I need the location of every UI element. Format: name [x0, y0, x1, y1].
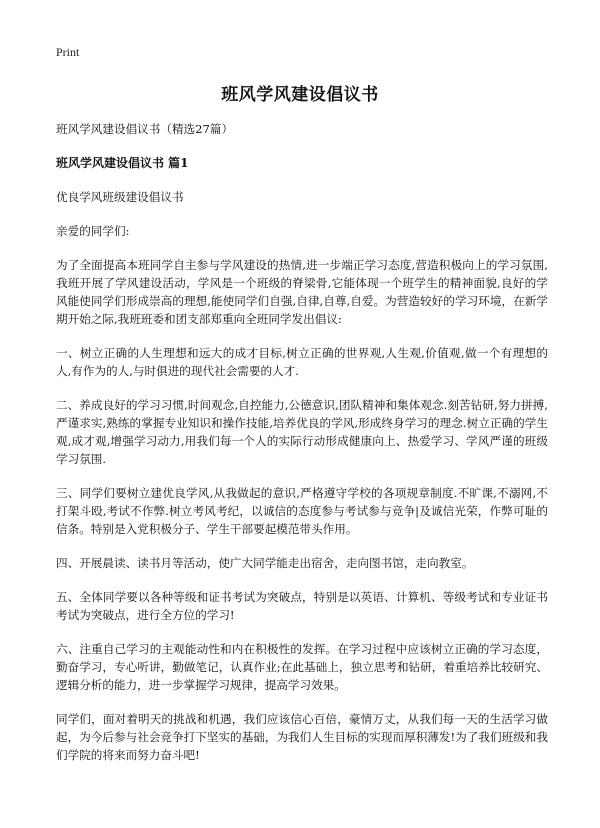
paragraph-3: 三、同学们要树立建优良学风,从我做起的意识,严格遵守学校的各项规章制度.不旷课,不溺网,不打架斗殴,考试不作弊.树立考风考纪，以诚信的态度参与考试参与竞争|及诚信光荣，作弊可耻的信条。特别是入党积极分子、学生干部要起模范带头作用。 [56, 486, 548, 536]
print-link[interactable]: Print [56, 45, 80, 59]
paragraph-1: 一、树立正确的人生理想和远大的成才目标,树立正确的世界观,人生观,价值观,做一个有理想的人,有作为的人,与时俱进的现代社会需要的人才. [56, 346, 548, 378]
section-subtitle: 优良学风班级建设倡议书 [56, 190, 184, 204]
paragraph-intro: 为了全面提高本班同学自主参与学风建设的热情,进一步端正学习态度,营造积极向上的学习氛围,我班开展了学风建设活动，学风是一个班级的脊梁骨,它能体现一个班学生的精神面貌,良好的学风能使同学们形成崇高的理想,能使同学们自强,自律,自尊,自爱。为营造较好的学习环境，在新学期开始之际,我班班委和团支部郑重向全班同学发出倡议: [56, 258, 548, 326]
paragraph-5: 五、全体同学要以各种等级和证书考试为突破点，特别是以英语、计算机、等级考试和专业证书考试为突破点，进行全方位的学习! [56, 590, 548, 622]
document-body [56, 120, 548, 780]
document-title: 班风学风建设倡议书 [221, 85, 379, 105]
section-heading: 班风学风建设倡议书 篇1 [56, 156, 189, 170]
paragraph-closing: 同学们，面对着明天的挑战和机遇，我们应该信心百倍，豪情万丈，从我们每一天的生活学习做起，为今后参与社会竞争打下坚实的基础，为我们人生目标的实现而厚积薄发!为了我们班级和我们学院的将来而努力奋斗吧! [56, 712, 548, 762]
paragraph-2: 二、养成良好的学习习惯,时间观念,自控能力,公德意识,团队精神和集体观念.刻苦钻研,努力拼搏,严谨求实,熟练的掌握专业知识和操作技能,培养优良的学风,形成终身学习的理念.树立正确的学生观,成才观,增强学习动力,用我们每一个人的实际行动形成健康向上、热爱学习、学风严谨的班级学习氛围. [56, 398, 548, 466]
paragraph-6: 六、注重自己学习的主观能动性和内在积极性的发挥。在学习过程中应该树立正确的学习态度，勤奋学习，专心听讲，勤做笔记，认真作业;在此基础上，独立思考和钻研，着重培养比较研究、逻辑分析的能力，进一步掌握学习规律，提高学习效果。 [56, 642, 548, 692]
paragraph-4: 四、开展晨读、读书月等活动，使广大同学能走出宿舍，走向图书馆，走向教室。 [56, 556, 474, 570]
greeting: 亲爱的同学们: [56, 224, 130, 238]
document-subtitle: 班风学风建设倡议书（精选27篇） [56, 122, 234, 136]
